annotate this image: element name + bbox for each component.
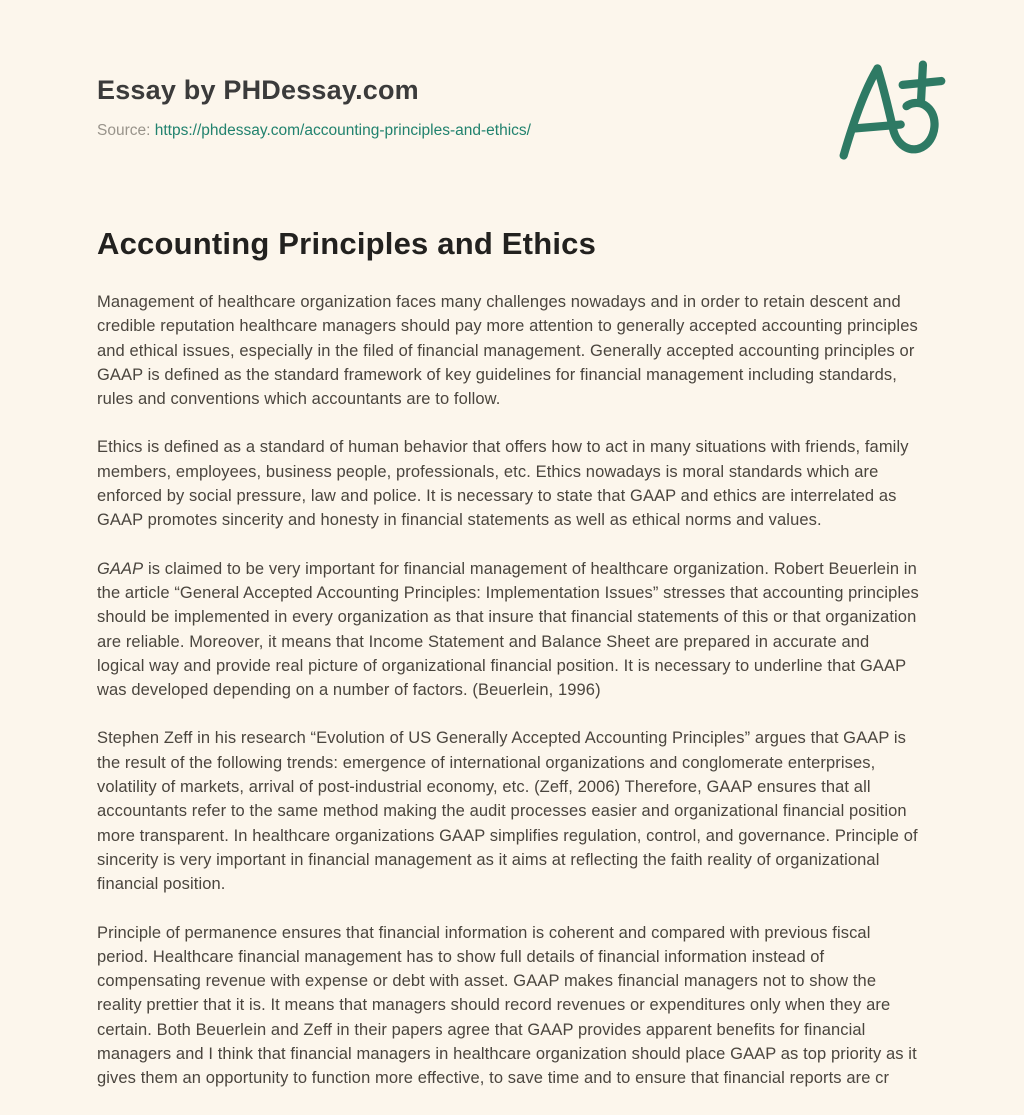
site-title: Essay by PHDessay.com [97,75,419,105]
essay-paragraph-5: Principle of permanence ensures that financial information is coherent and compared with previous fiscal period. Healthcare financial management has to show full details of financial information instead of compensating revenue with expense or debt with asset. GAAP makes financial managers not to show the reality prettier that it is. It means that managers should record revenues or expenditures only when they are certain. Both Beuerlein and Zeff in their papers agree that GAAP provides apparent benefits for financial managers and I think that financial managers in healthcare organization should place GAAP as top priority as it gives them an opportunity to function more effective, to save time and to ensure that financial reports are cr [97,923,917,1088]
source-label: Source: [97,122,151,139]
essay-paragraph-3: GAAP is claimed to be very important for financial management of healthcare organization. Robert Beuerlein in the article “General Accepted Accounting Principles: Implementation Issues” stresses that accounting principles should be implemented in every organization as that insure that financial statements of this or that organization are reliable. Moreover, it means that Income Statement and Balance Sheet are prepared in accurate and logical way and provide real picture of organizational financial position. It is necessary to underline that GAAP was developed depending on a number of factors. (Beuerlein, 1996) [97,559,919,700]
content-column [97,0,921,1115]
article-title: Accounting Principles and Ethics [97,226,597,261]
source-url-link[interactable]: https://phdessay.com/accounting-principles-and-ethics/ [154,122,531,139]
essay-paragraph-1: Management of healthcare organization faces many challenges nowadays and in order to retain descent and credible reputation healthcare managers should pay more attention to generally accepted accounting principles and ethical issues, especially in the filed of financial management. Generally accepted accounting principles or GAAP is defined as the standard framework of key guidelines for financial management including standards, rules and conventions which accountants are to follow. [97,293,918,409]
source-line [97,122,921,140]
essay-paragraph-4: Stephen Zeff in his research “Evolution of US Generally Accepted Accounting Principles” argues that GAAP is the result of the following trends: emergence of international organizations and conglomerate enterprises, volatility of markets, arrival of post-industrial economy, etc. (Zeff, 2006) Therefore, GAAP ensures that all accountants refer to the same method making the audit processes easier and organizational financial position more transparent. In healthcare organizations GAAP simplifies regulation, control, and governance. Principle of sincerity is very important in financial management as it aims at reflecting the faith reality of organizational financial position. [97,729,918,894]
essay-body [97,290,921,1091]
essay-paragraph-2: Ethics is defined as a standard of human behavior that offers how to act in many situations with friends, family members, employees, business people, professionals, etc. Ethics nowadays is moral standards which are enforced by social pressure, law and police. It is necessary to state that GAAP and ethics are interrelated as GAAP promotes sincerity and honesty in financial statements as well as ethical norms and values. [97,438,909,530]
